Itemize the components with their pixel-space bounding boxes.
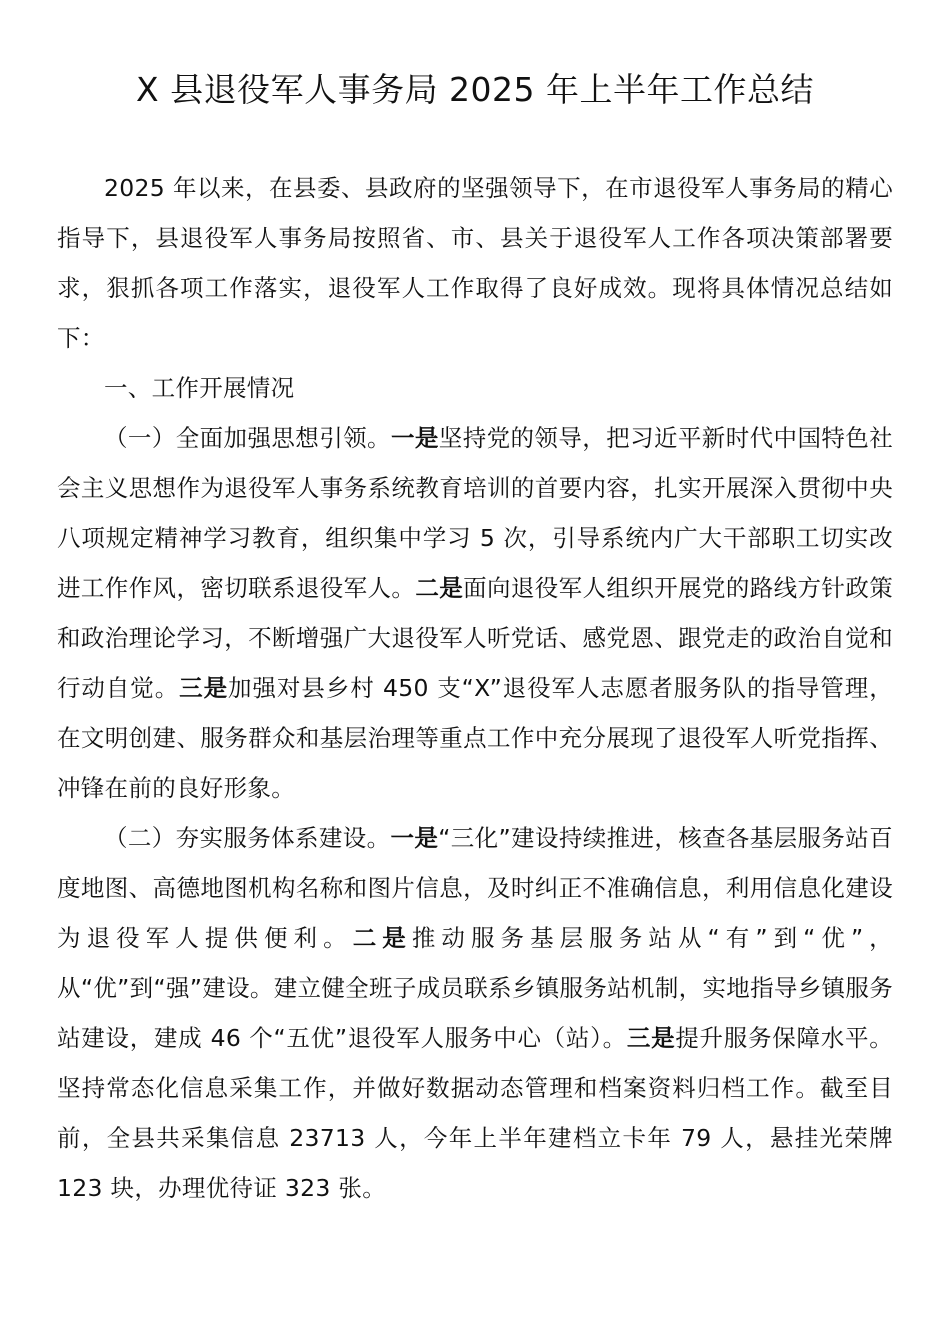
document-title: X 县退役军人事务局 2025 年上半年工作总结 [135,70,815,109]
point-3-text: 提升服务保障水平。坚持常态化信息采集工作，并做好数据动态管理和档案资料归档工作。截至目前，全县共采集信息 23713 人，今年上半年建档立卡年 79 人，悬挂光荣牌 123 块，办理优待证 323 张。 [57,1024,893,1202]
point-2-text: 推动服务基层服务站从“有”到“优”，从“优”到“强”建设。建立健全班子成员联系乡镇服务站机制，实地指导乡镇服务站建设，建成 46 个“五优”退役军人服务中心（站）。 [57,924,893,1052]
point-3-lead: 三是 [179,674,229,702]
intro-paragraph: 2025 年以来，在县委、县政府的坚强领导下，在市退役军人事务局的精心指导下，县退役军人事务局按照省、市、县关于退役军人工作各项决策部署要求，狠抓各项工作落实，退役军人工作取得了良好成效。现将具体情况总结如下： [57,174,893,352]
point-2-text: 面向退役军人组织开展党的路线方针政策和政治理论学习，不断增强广大退役军人听党话、感党恩、跟党走的政治自觉和行动自觉。 [57,574,894,702]
subsection-1-heading: （一）全面加强思想引领。 [104,424,391,452]
point-1-text: 坚持党的领导，把习近平新时代中国特色社会主义思想作为退役军人事务系统教育培训的首要内容，扎实开展深入贯彻中央八项规定精神学习教育，组织集中学习 5 次，引导系统内广大干部职工切实改进工作作风，密切联系退役军人。 [57,424,893,602]
document-body [57,163,893,1213]
subsection-2-paragraph [57,813,893,1213]
point-3-text: 加强对县乡村 450 支“X”退役军人志愿者服务队的指导管理，在文明创建、服务群众和基层治理等重点工作中充分展现了退役军人听党指挥、冲锋在前的良好形象。 [57,674,893,802]
point-1-text: “三化”建设持续推进，核查各基层服务站百度地图、高德地图机构名称和图片信息，及时纠正不准确信息，利用信息化建设为退役军人提供便利。 [57,824,893,952]
subsection-1-paragraph [57,413,893,813]
point-1-lead: 一是 [390,824,439,852]
point-1-lead: 一是 [390,424,439,452]
subsection-2-heading: （二）夯实服务体系建设。 [104,824,391,852]
point-2-lead: 二是 [415,574,464,602]
section-heading: 一、工作开展情况 [104,374,295,402]
point-2-lead: 二是 [352,924,412,952]
point-3-lead: 三是 [626,1024,676,1052]
